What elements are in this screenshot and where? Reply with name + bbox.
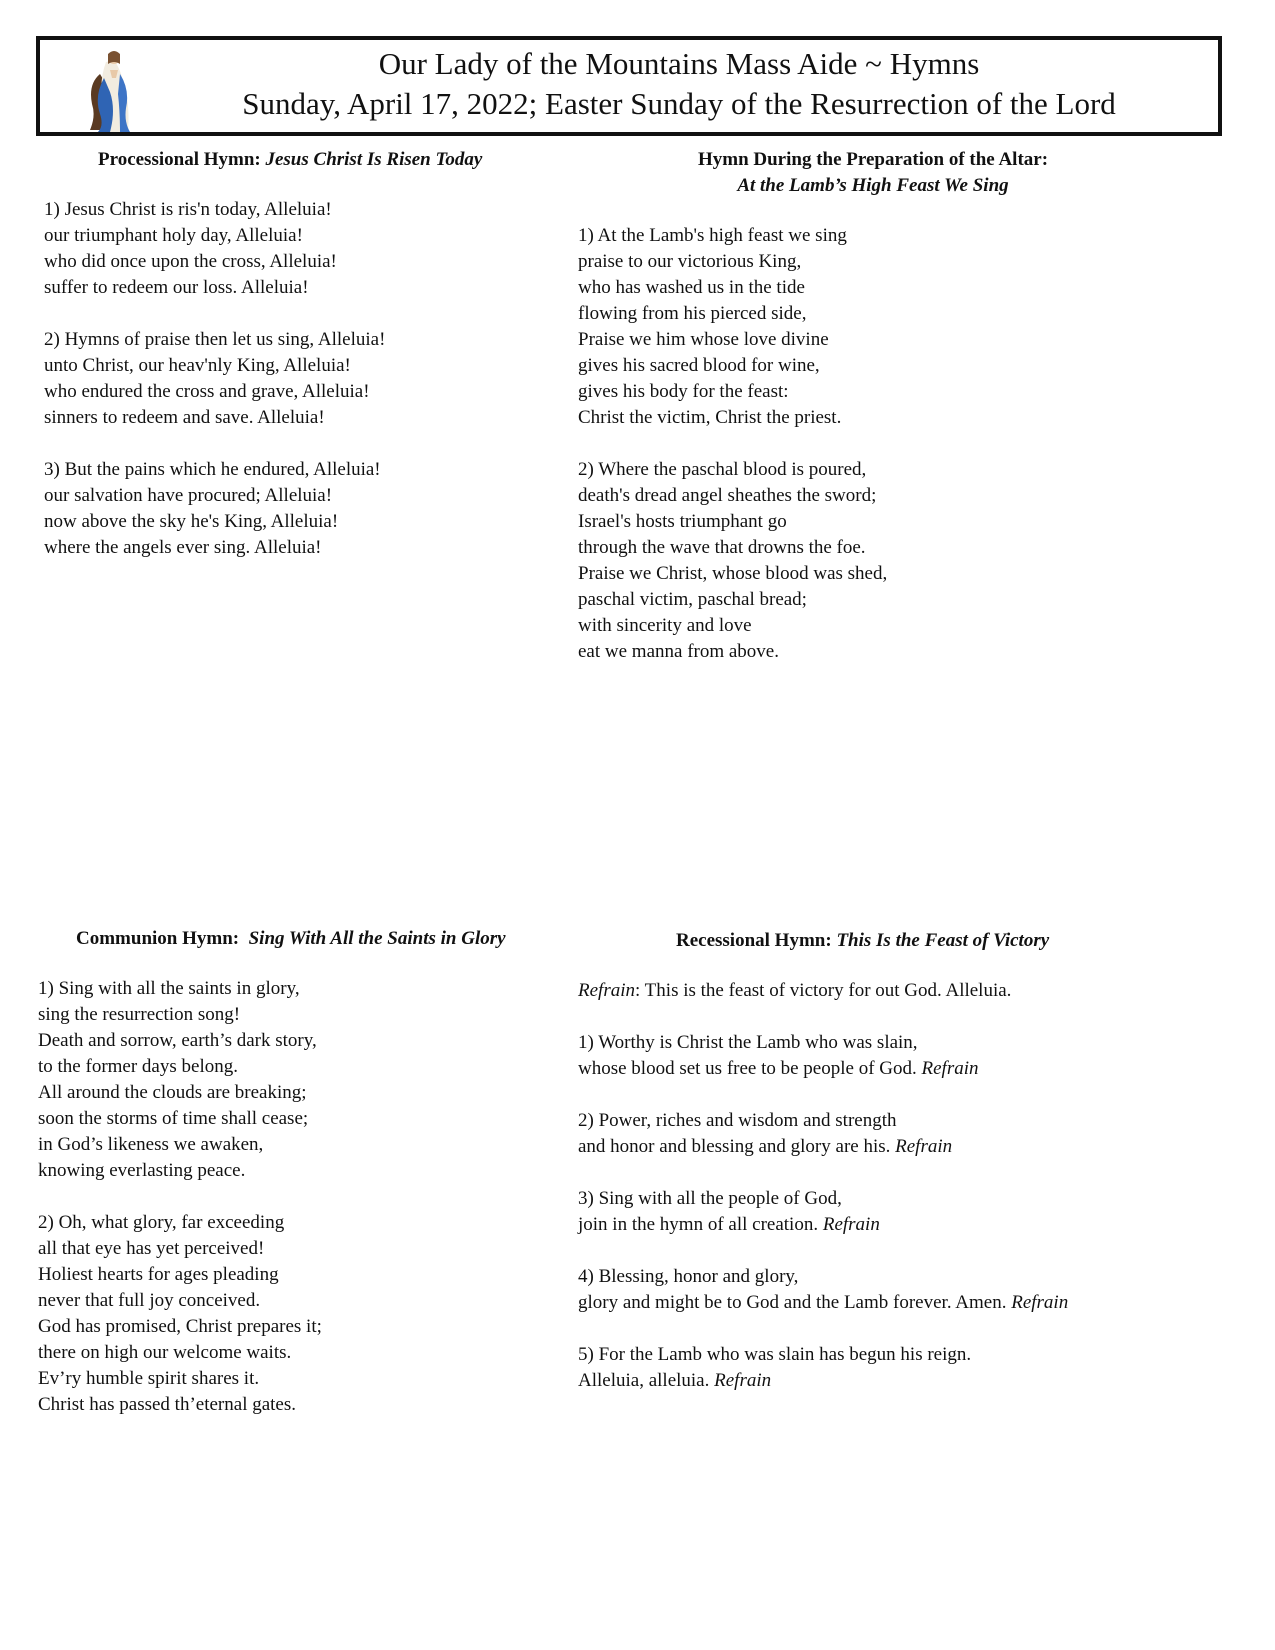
recessional-hymn-heading — [676, 928, 1218, 954]
verse-line-text: flowing from his pierced side, — [578, 303, 807, 324]
verse-line-text: join in the hymn of all creation. — [578, 1214, 823, 1235]
verse-line — [578, 1212, 1218, 1238]
verse-line-text: and honor and blessing and glory are his. — [578, 1136, 896, 1157]
verse-line-text: 3) But the pains which he endured, Alleluia! — [44, 459, 381, 480]
preparation-hymn-label: Hymn During the Preparation of the Altar: — [697, 149, 1049, 170]
processional-hymn — [44, 147, 564, 561]
verse-line — [578, 1134, 1218, 1160]
preparation-hymn-heading — [578, 147, 1168, 199]
verse-line-text: where the angels ever sing. Alleluia! — [44, 537, 322, 558]
verse-line-text: Ev’ry humble spirit shares it. — [38, 1368, 260, 1389]
communion-verse-1 — [38, 976, 568, 1184]
processional-verse-2 — [44, 327, 564, 431]
verse-line — [578, 275, 1198, 301]
verse-line — [38, 1392, 568, 1418]
verse-line-text: Praise we Christ, whose blood was shed, — [578, 563, 888, 584]
verse-line — [38, 1106, 568, 1132]
verse-line — [44, 535, 564, 561]
verse-line — [44, 249, 564, 275]
verse-line-text: glory and might be to God and the Lamb forever. Amen. — [578, 1292, 1012, 1313]
verse-line — [38, 1002, 568, 1028]
refrain-marker: Refrain — [714, 1370, 772, 1391]
verse-line — [44, 327, 564, 353]
verse-line — [38, 1210, 568, 1236]
verse-line-text: 4) Blessing, honor and glory, — [578, 1266, 799, 1287]
verse-line-text: in God’s likeness we awaken, — [38, 1134, 264, 1155]
verse-line — [44, 353, 564, 379]
recessional-verse-2 — [578, 1108, 1218, 1160]
verse-line — [38, 1340, 568, 1366]
verse-line — [578, 613, 1198, 639]
verse-line-text: Christ has passed th’eternal gates. — [38, 1394, 297, 1415]
verse-line — [578, 301, 1198, 327]
verse-line-text: with sincerity and love — [578, 615, 752, 636]
verse-line-text: who did once upon the cross, Alleluia! — [44, 251, 337, 272]
refrain-text: : This is the feast of victory for out God. Alleluia. — [635, 980, 1012, 1001]
verse-line — [578, 639, 1198, 665]
verse-line-text: Alleluia, alleluia. — [578, 1370, 715, 1391]
verse-line — [578, 223, 1198, 249]
verse-line-text: Israel's hosts triumphant go — [578, 511, 787, 532]
verse-line-text: who has washed us in the tide — [578, 277, 805, 298]
refrain-label: Refrain — [578, 980, 635, 1001]
verse-line-text: 2) Power, riches and wisdom and strength — [578, 1110, 897, 1131]
verse-line-text: gives his body for the feast: — [578, 381, 789, 402]
verse-line — [578, 457, 1198, 483]
verse-line-text: Praise we him whose love divine — [578, 329, 829, 350]
verse-line-text: All around the clouds are breaking; — [38, 1082, 307, 1103]
recessional-verse-4 — [578, 1264, 1218, 1316]
verse-line-text: our triumphant holy day, Alleluia! — [44, 225, 303, 246]
verse-line — [38, 1080, 568, 1106]
processional-verse-1 — [44, 197, 564, 301]
verse-line — [578, 561, 1198, 587]
verse-line-text: 5) For the Lamb who was slain has begun his reign. — [578, 1344, 972, 1365]
verse-line-text: sinners to redeem and save. Alleluia! — [44, 407, 325, 428]
recessional-verse-3 — [578, 1186, 1218, 1238]
verse-line-text: 1) Jesus Christ is ris'n today, Alleluia! — [44, 199, 332, 220]
verse-line-text: who endured the cross and grave, Alleluia! — [44, 381, 370, 402]
verse-line — [38, 1314, 568, 1340]
verse-line — [38, 1158, 568, 1184]
verse-line — [578, 587, 1198, 613]
verse-line-text: 1) Worthy is Christ the Lamb who was slain, — [578, 1032, 918, 1053]
verse-line-text: to the former days belong. — [38, 1056, 238, 1077]
verse-line-text: gives his sacred blood for wine, — [578, 355, 820, 376]
verse-line — [578, 379, 1198, 405]
refrain-marker: Refrain — [921, 1058, 979, 1079]
verse-line-text: our salvation have procured; Alleluia! — [44, 485, 333, 506]
verse-line — [578, 1030, 1218, 1056]
verse-line-text: now above the sky he's King, Alleluia! — [44, 511, 339, 532]
verse-line-text: never that full joy conceived. — [38, 1290, 261, 1311]
verse-line — [38, 1236, 568, 1262]
recessional-refrain — [578, 978, 1218, 1004]
verse-line-text: 1) At the Lamb's high feast we sing — [578, 225, 847, 246]
verse-line — [44, 483, 564, 509]
verse-line — [38, 1288, 568, 1314]
verse-line — [578, 1108, 1218, 1134]
verse-line — [38, 1054, 568, 1080]
verse-line — [44, 379, 564, 405]
verse-line-text: through the wave that drowns the foe. — [578, 537, 866, 558]
verse-line-text: suffer to redeem our loss. Alleluia! — [44, 277, 309, 298]
verse-line — [578, 249, 1198, 275]
verse-line-text: knowing everlasting peace. — [38, 1160, 246, 1181]
verse-line — [578, 1186, 1218, 1212]
processional-hymn-label: Processional Hymn: — [98, 149, 261, 170]
communion-hymn-label: Communion Hymn: — [76, 928, 240, 949]
verse-line — [578, 535, 1198, 561]
verse-line-text: Death and sorrow, earth’s dark story, — [38, 1030, 317, 1051]
verse-line-text: Christ the victim, Christ the priest. — [578, 407, 842, 428]
refrain-marker: Refrain — [895, 1136, 953, 1157]
recessional-verses — [578, 1030, 1218, 1394]
verse-line-text: unto Christ, our heav'nly King, Alleluia! — [44, 355, 351, 376]
recessional-verse-1 — [578, 1030, 1218, 1082]
recessional-verse-5 — [578, 1342, 1218, 1394]
verse-line — [578, 1056, 1218, 1082]
verse-line — [44, 405, 564, 431]
verse-line-text: 2) Hymns of praise then let us sing, Alleluia! — [44, 329, 386, 350]
verse-line — [38, 1028, 568, 1054]
verse-line-text: 1) Sing with all the saints in glory, — [38, 978, 300, 999]
verse-line-text: 3) Sing with all the people of God, — [578, 1188, 842, 1209]
verse-line-text: whose blood set us free to be people of God. — [578, 1058, 922, 1079]
communion-hymn-title: Sing With All the Saints in Glory — [248, 928, 506, 949]
refrain-marker: Refrain — [1011, 1292, 1069, 1313]
page-title: Our Lady of the Mountains Mass Aide ~ Hymns — [378, 46, 980, 81]
verse-line — [578, 1290, 1218, 1316]
verse-line — [578, 1342, 1218, 1368]
verse-line-text: sing the resurrection song! — [38, 1004, 241, 1025]
preparation-verses — [578, 223, 1198, 665]
verse-line — [44, 509, 564, 535]
verse-line — [578, 1368, 1218, 1394]
verse-line-text: 2) Where the paschal blood is poured, — [578, 459, 867, 480]
verse-line — [44, 457, 564, 483]
verse-line-text: 2) Oh, what glory, far exceeding — [38, 1212, 285, 1233]
verse-line — [38, 1366, 568, 1392]
verse-line-text: there on high our welcome waits. — [38, 1342, 292, 1363]
processional-hymn-title: Jesus Christ Is Risen Today — [265, 149, 483, 170]
verse-line — [578, 327, 1198, 353]
verse-line-text: paschal victim, paschal bread; — [578, 589, 807, 610]
verse-line — [578, 509, 1198, 535]
verse-line — [578, 353, 1198, 379]
verse-line — [578, 1264, 1218, 1290]
verse-line-text: eat we manna from above. — [578, 641, 779, 662]
recessional-hymn-label: Recessional Hymn: — [676, 930, 832, 951]
communion-hymn-heading — [76, 926, 568, 952]
processional-hymn-heading — [98, 147, 564, 173]
communion-verse-2 — [38, 1210, 568, 1418]
communion-hymn — [38, 926, 568, 1418]
verse-line — [44, 275, 564, 301]
verse-line — [578, 405, 1198, 431]
preparation-hymn-title: At the Lamb’s High Feast We Sing — [737, 175, 1009, 196]
header-box — [36, 36, 1222, 136]
verse-line — [38, 1262, 568, 1288]
processional-verses — [44, 197, 564, 561]
recessional-hymn-title: This Is the Feast of Victory — [836, 930, 1050, 951]
verse-line-text: praise to our victorious King, — [578, 251, 802, 272]
recessional-hymn — [578, 928, 1218, 1394]
verse-line — [38, 1132, 568, 1158]
preparation-verse-2 — [578, 457, 1198, 665]
verse-line — [44, 223, 564, 249]
verse-line — [578, 483, 1198, 509]
verse-line-text: Holiest hearts for ages pleading — [38, 1264, 279, 1285]
communion-verses — [38, 976, 568, 1418]
page-subtitle-date: Sunday, April 17, 2022; Easter Sunday of the Resurrection of the Lord — [242, 86, 1116, 121]
verse-line-text: all that eye has yet perceived! — [38, 1238, 265, 1259]
refrain-marker: Refrain — [822, 1214, 880, 1235]
verse-line-text: death's dread angel sheathes the sword; — [578, 485, 877, 506]
preparation-hymn — [578, 147, 1198, 665]
verse-line-text: God has promised, Christ prepares it; — [38, 1316, 322, 1337]
processional-verse-3 — [44, 457, 564, 561]
verse-line — [44, 197, 564, 223]
verse-line-text: soon the storms of time shall cease; — [38, 1108, 309, 1129]
verse-line — [38, 976, 568, 1002]
preparation-verse-1 — [578, 223, 1198, 431]
